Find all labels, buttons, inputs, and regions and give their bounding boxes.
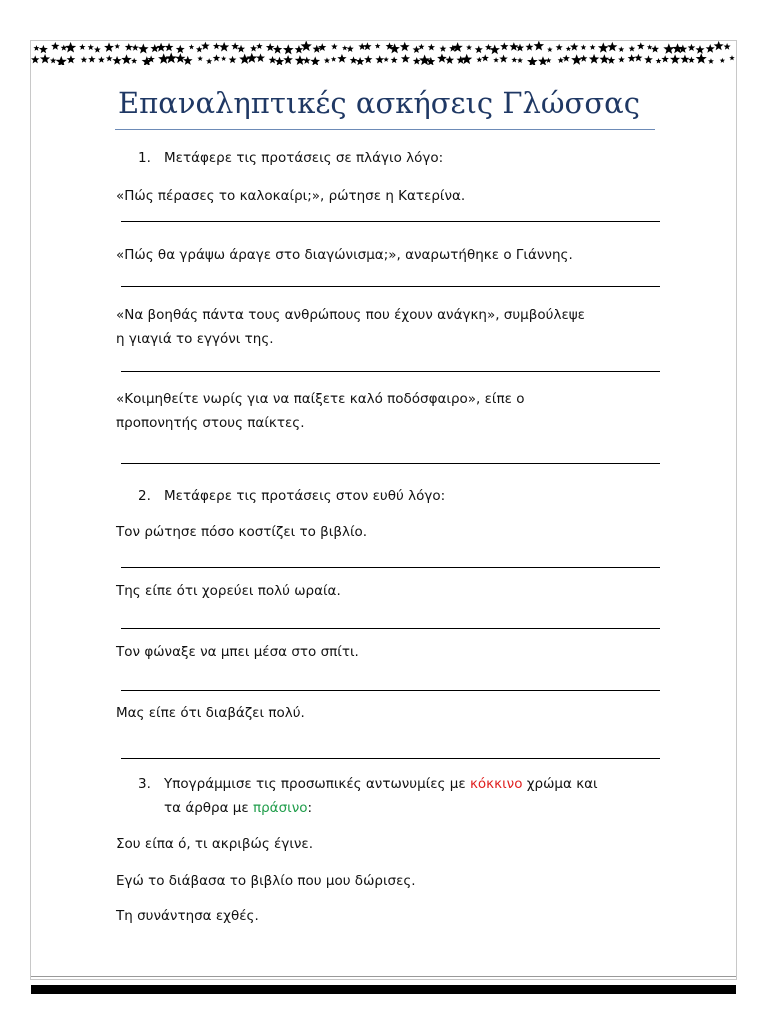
star-icon	[546, 57, 552, 62]
star-icon	[295, 55, 305, 65]
sentence-line: προπονητής στους παίκτες.	[116, 415, 305, 431]
star-icon	[156, 43, 166, 52]
star-icon	[213, 54, 220, 61]
star-icon	[383, 57, 389, 62]
star-icon	[375, 43, 381, 48]
star-icon	[724, 43, 731, 50]
star-icon	[708, 58, 714, 64]
sentence: Τον ρώτησε πόσο κοστίζει το βιβλίο.	[116, 524, 368, 540]
sentence: Μας είπε ότι διαβάζει πολύ.	[116, 705, 305, 721]
star-icon	[647, 44, 653, 49]
star-icon	[114, 43, 120, 48]
sentence: Τον φώναξε να μπει μέσα στο σπίτι.	[116, 644, 359, 660]
star-border-svg	[31, 41, 736, 65]
star-icon	[527, 56, 538, 65]
star-icon	[364, 55, 372, 63]
star-icon	[347, 45, 354, 52]
star-icon	[273, 45, 282, 54]
instruction-text: τα άρθρα με	[164, 800, 253, 816]
star-icon	[729, 55, 734, 60]
star-icon	[720, 58, 725, 63]
star-icon	[629, 45, 636, 51]
star-icon	[56, 56, 67, 65]
star-icon	[634, 54, 642, 62]
star-icon	[88, 55, 95, 62]
answer-line	[121, 371, 660, 372]
star-icon	[67, 55, 76, 63]
star-icon	[400, 42, 410, 51]
star-icon	[331, 56, 336, 61]
star-icon	[158, 53, 169, 64]
star-icon	[219, 42, 229, 52]
answer-line	[121, 628, 660, 629]
star-icon	[566, 46, 571, 51]
star-icon	[229, 56, 237, 63]
answer-line	[121, 286, 660, 287]
star-icon	[391, 56, 398, 63]
star-icon	[81, 56, 88, 62]
star-icon	[485, 44, 492, 51]
star-icon	[714, 41, 724, 50]
sentence: Της είπε ότι χορεύει πολύ ωραία.	[116, 583, 341, 599]
star-icon	[590, 44, 596, 50]
section-instruction: Μετάφερε τις προτάσεις σε πλάγιο λόγο:	[164, 150, 444, 166]
sentence: «Πώς πέρασες το καλοκαίρι;», ρώτησε η Κατερίνα.	[116, 188, 466, 204]
answer-line	[121, 221, 660, 222]
star-icon	[132, 44, 139, 51]
star-icon	[79, 44, 85, 50]
star-icon	[324, 57, 330, 63]
bottom-border-thick	[31, 985, 736, 994]
star-icon	[197, 56, 203, 61]
star-icon	[313, 45, 321, 53]
star-icon	[221, 56, 226, 61]
star-icon	[589, 54, 599, 64]
star-icon	[439, 45, 446, 52]
star-icon	[695, 45, 704, 54]
star-icon	[413, 46, 421, 53]
star-icon	[112, 56, 121, 65]
star-icon	[256, 53, 265, 62]
star-icon	[656, 58, 662, 64]
instruction-text: Υπογράμμισε τις προσωπικές αντωνυμίες με	[164, 776, 470, 792]
star-icon	[547, 47, 552, 52]
answer-line	[121, 758, 660, 759]
star-icon	[511, 57, 517, 63]
star-icon	[628, 54, 636, 62]
star-icon	[481, 54, 488, 61]
star-icon	[213, 43, 220, 50]
star-icon	[295, 45, 304, 53]
star-icon	[556, 44, 563, 51]
star-icon	[419, 54, 430, 65]
star-icon	[389, 43, 400, 53]
star-icon	[375, 55, 384, 63]
star-icon	[342, 45, 348, 50]
star-icon	[175, 53, 185, 63]
section-1-heading	[138, 146, 443, 170]
star-icon	[94, 46, 101, 52]
star-icon	[437, 53, 447, 62]
star-icon	[476, 57, 482, 63]
sentence: Εγώ το διάβασα το βιβλίο που μου δώρισες.	[116, 873, 416, 889]
star-icon	[50, 57, 56, 63]
star-icon	[570, 43, 578, 51]
section-number: 3.	[138, 776, 151, 792]
star-icon	[88, 44, 94, 50]
section-instruction: Μετάφερε τις προτάσεις στον ευθύ λόγο:	[164, 488, 446, 504]
star-icon	[266, 43, 275, 51]
sentence-line: η γιαγιά το εγγόνι της.	[116, 331, 274, 347]
star-icon	[499, 55, 508, 63]
sentence: Τη συνάντησα εχθές.	[116, 908, 259, 924]
star-icon	[670, 54, 680, 64]
star-icon	[33, 45, 39, 51]
star-icon	[607, 56, 615, 64]
sentence: «Πώς θα γράψω άραγε στο διαγώνισμα;», αναρωτήθηκε ο Γιάννης.	[116, 247, 573, 263]
star-icon	[401, 54, 410, 63]
star-icon	[680, 55, 689, 64]
star-icon	[663, 43, 674, 53]
star-icon	[538, 56, 548, 65]
answer-line	[121, 567, 660, 568]
star-icon	[106, 55, 113, 61]
star-icon	[466, 44, 472, 50]
star-icon	[637, 42, 645, 49]
star-icon	[176, 45, 185, 53]
star-icon	[166, 52, 177, 63]
star-icon	[331, 43, 338, 49]
star-icon	[475, 45, 483, 53]
star-icon	[250, 45, 257, 52]
star-icon	[256, 43, 262, 49]
star-icon	[40, 54, 50, 64]
star-icon	[283, 44, 294, 54]
star-icon	[246, 53, 257, 63]
star-icon	[413, 57, 421, 64]
star-icon	[706, 44, 715, 53]
star-icon	[39, 45, 48, 53]
sentence: Σου είπα ό, τι ακριβώς έγινε.	[116, 836, 314, 852]
star-icon	[509, 42, 518, 50]
star-icon	[661, 55, 669, 62]
sentence-line: «Κοιμηθείτε νωρίς για να παίξετε καλό ποδόσφαιρο», είπε ο	[116, 391, 525, 407]
star-icon	[563, 55, 570, 62]
sentence-line: «Να βοηθάς πάντα τους ανθρώπους που έχουν ανάγκη», συμβούλεψε	[116, 307, 585, 323]
star-icon	[98, 56, 105, 62]
star-icon	[283, 55, 293, 64]
star-icon	[516, 44, 524, 52]
star-icon	[558, 57, 564, 63]
star-icon	[696, 53, 707, 64]
star-icon	[644, 55, 653, 63]
star-icon	[121, 54, 131, 64]
star-icon	[275, 57, 284, 65]
star-icon	[618, 46, 624, 52]
instruction-text: χρώμα και	[522, 776, 598, 792]
star-border-decoration	[31, 41, 736, 65]
star-icon	[493, 57, 499, 62]
star-icon	[318, 43, 326, 51]
star-icon	[618, 56, 625, 62]
answer-line	[121, 690, 660, 691]
star-icon	[150, 44, 159, 52]
section-number: 1.	[138, 150, 151, 166]
star-icon	[688, 44, 696, 51]
star-icon	[517, 57, 523, 63]
star-icon	[598, 42, 609, 52]
star-icon	[196, 46, 203, 52]
star-icon	[104, 42, 114, 51]
star-icon	[525, 43, 533, 51]
star-icon	[581, 44, 587, 50]
section-3-heading-line-1	[138, 772, 598, 796]
bottom-border-thin	[31, 976, 736, 977]
section-number: 2.	[138, 488, 151, 504]
green-keyword: πράσινο	[252, 800, 308, 816]
star-icon	[165, 43, 174, 51]
star-icon	[237, 45, 245, 53]
star-icon	[131, 58, 137, 64]
star-icon	[189, 44, 194, 49]
star-icon	[356, 57, 365, 65]
star-icon	[303, 57, 311, 64]
star-icon	[599, 54, 609, 63]
star-icon	[490, 45, 500, 55]
star-icon	[61, 45, 67, 51]
star-icon	[500, 42, 508, 50]
page-title: Επαναληπτικές ασκήσεις Γλώσσας	[118, 86, 640, 120]
star-icon	[239, 54, 250, 64]
star-icon	[310, 56, 320, 65]
instruction-text: :	[307, 800, 313, 816]
star-icon	[269, 56, 277, 64]
section-3-heading-line-2	[138, 796, 312, 820]
star-icon	[125, 43, 133, 51]
star-icon	[337, 54, 346, 63]
star-icon	[138, 44, 149, 54]
star-icon	[31, 55, 39, 63]
star-icon	[363, 42, 371, 50]
title-underline	[115, 129, 655, 130]
red-keyword: κόκκινο	[469, 776, 523, 792]
star-icon	[428, 44, 435, 51]
star-icon	[231, 42, 239, 49]
star-icon	[607, 42, 617, 52]
star-icon	[445, 56, 454, 64]
star-icon	[534, 41, 544, 50]
star-icon	[65, 42, 76, 53]
star-icon	[301, 41, 312, 51]
star-icon	[651, 45, 659, 53]
star-icon	[350, 56, 358, 63]
answer-line	[121, 463, 660, 464]
section-2-heading	[138, 484, 445, 508]
star-icon	[571, 54, 582, 65]
star-icon	[580, 55, 587, 62]
star-icon	[206, 58, 212, 64]
star-icon	[51, 42, 59, 50]
star-icon	[688, 57, 695, 63]
